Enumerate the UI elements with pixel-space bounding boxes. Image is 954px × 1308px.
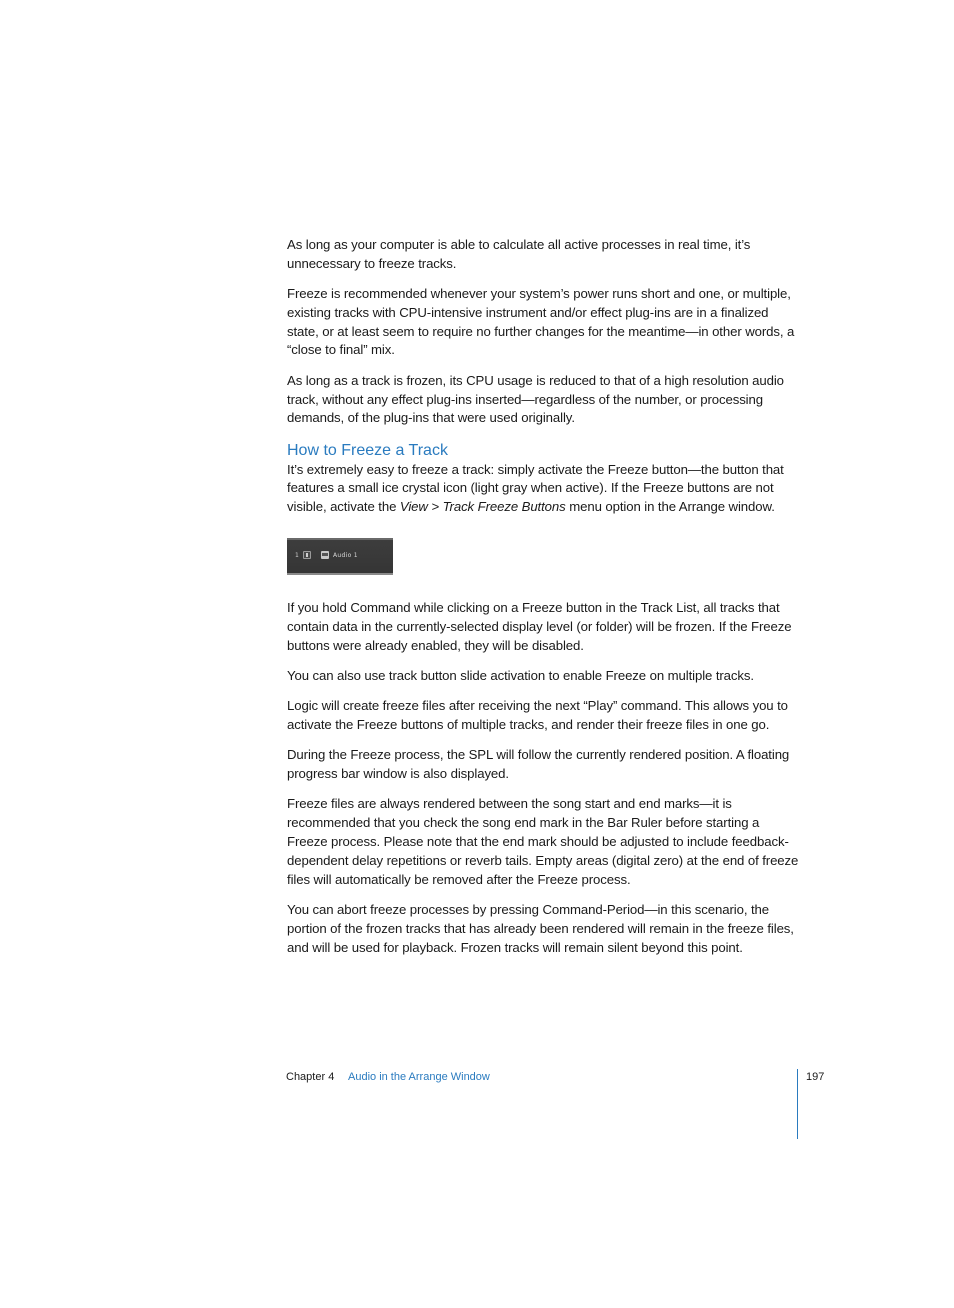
footer-divider: [797, 1069, 798, 1139]
menu-path: View > Track Freeze Buttons: [399, 499, 566, 515]
paragraph: Freeze files are always rendered between the song start and end marks—it is recommended that you check the song end mark in the Bar Ruler before starting a Freeze process. Please note that the end mark should be adjusted to include feedback-dependent delay repetitions or reverb tails. Empty areas (digital zero) at the end of freeze files will automatically be removed after the Freeze process.: [287, 796, 799, 887]
track-name: Audio 1: [333, 552, 358, 560]
intro-text-part1: It’s extremely easy to freeze a track: simply activate the Freeze button—the button that features a small ice crystal icon (light gray when active). If the Freeze buttons are not visible, activate the: [287, 461, 784, 515]
paragraph: As long as a track is frozen, its CPU usage is reduced to that of a high resolution audio track, without any effect plug-ins inserted—regardless of the number, or processing demands, of the plug-ins that were used originally.: [287, 372, 784, 426]
paragraph: If you hold Command while clicking on a Freeze button in the Track List, all tracks that contain data in the currently-selected display level (or folder) will be frozen. If the Freeze buttons were already enabled, they will be disabled.: [287, 600, 792, 653]
paragraph: Freeze is recommended whenever your system’s power runs short and one, or multiple, existing tracks with CPU-intensive instrument and/or effect plug-ins are in a finalized state, or at least seem to require no further changes for the meantime—in other words, a “close to final” mix.: [287, 286, 795, 358]
track-number: 1: [295, 552, 299, 560]
paragraph: During the Freeze process, the SPL will follow the currently rendered position. A floating progress bar window is also displayed.: [287, 747, 790, 782]
paragraph: You can also use track button slide activation to enable Freeze on multiple tracks.: [287, 667, 754, 683]
section-heading: How to Freeze a Track: [287, 441, 448, 459]
audio-track-icon: [321, 551, 329, 559]
section-intro-paragraph: [287, 461, 799, 517]
intro-text-part2: menu option in the Arrange window.: [565, 499, 775, 515]
paragraph: As long as your computer is able to calculate all active processes in real time, it’s unnecessary to freeze tracks.: [287, 237, 751, 271]
footer-chapter-title: Audio in the Arrange Window: [348, 1071, 490, 1083]
body-content: [287, 236, 799, 969]
footer-chapter-label: Chapter 4: [286, 1071, 335, 1083]
page-number: 197: [806, 1071, 825, 1083]
paragraph: You can abort freeze processes by pressing Command-Period—in this scenario, the portion of the frozen tracks that has already been rendered will remain in the freeze files, and will be used for playback. Frozen tracks will remain silent beyond this point.: [287, 901, 794, 955]
paragraph: Logic will create freeze files after receiving the next “Play” command. This allows you to activate the Freeze buttons of multiple tracks, and render their freeze files in one go.: [287, 698, 788, 733]
freeze-button-icon: [303, 551, 311, 559]
track-list-figure: [287, 538, 393, 575]
